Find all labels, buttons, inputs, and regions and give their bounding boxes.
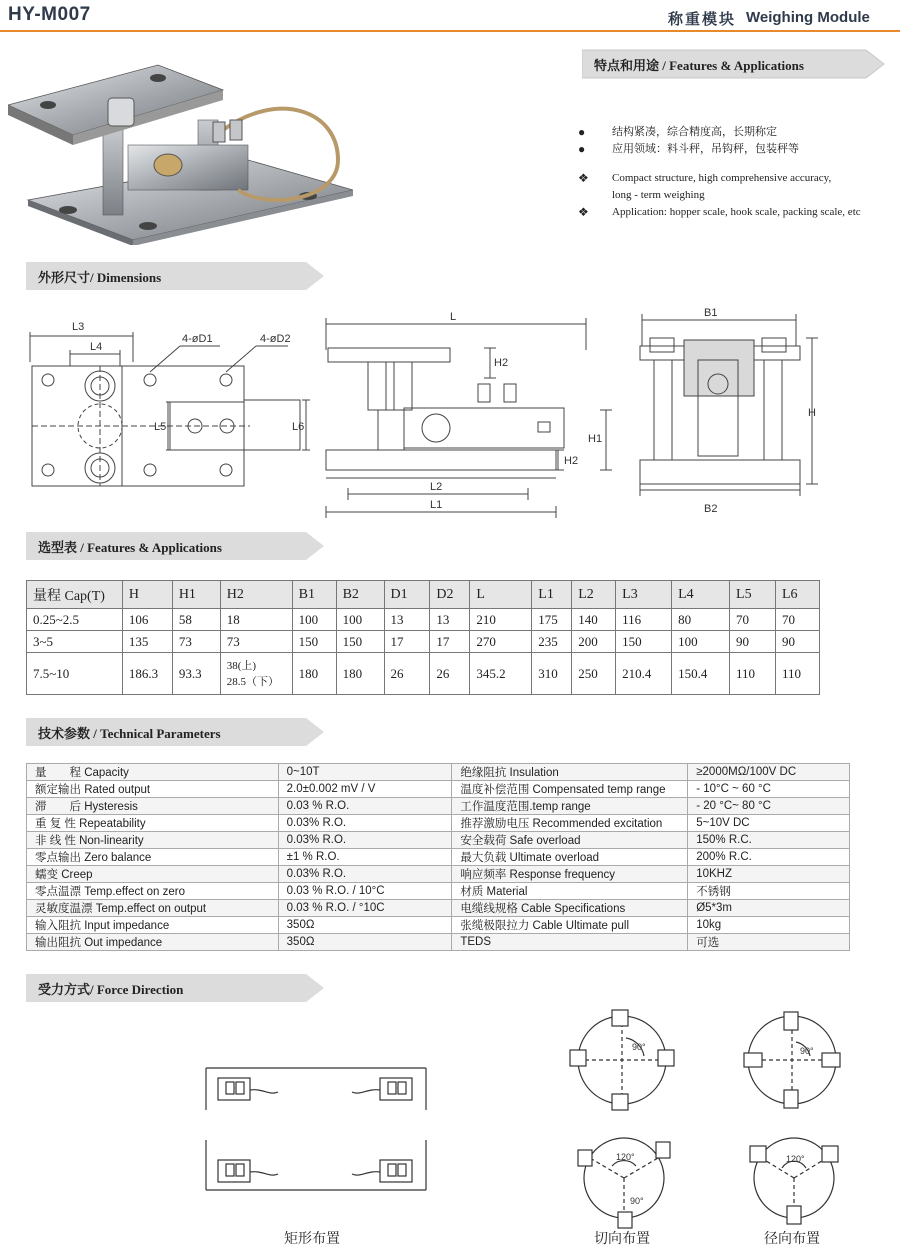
- parameter-value: ≥2000MΩ/100V DC: [688, 764, 850, 781]
- dimension-drawing-top-view: [20, 310, 320, 500]
- parameter-value: 0.03% R.O.: [278, 832, 452, 849]
- angle-label: 90°: [630, 1196, 644, 1206]
- column-header: H2: [220, 581, 292, 609]
- table-row: 0.25~2.5 106 58 18 100 100 13 13 210 175 140 116 80 70 70: [27, 609, 820, 631]
- parameter-name: 电缆线规格 Cable Specifications: [452, 900, 688, 917]
- dim-label-l: L: [450, 311, 457, 323]
- table-row: [27, 883, 850, 900]
- parameter-name: 零点温漂 Temp.effect on zero: [27, 883, 279, 900]
- force-diagram-tangential-three: [566, 1132, 686, 1232]
- parameter-name: 响应频率 Response frequency: [452, 866, 688, 883]
- table-row: [27, 815, 850, 832]
- column-header: L2: [572, 581, 616, 609]
- table-header-row: [27, 581, 820, 609]
- caption-rectangular: 矩形布置: [284, 1231, 340, 1247]
- parameter-name: 推荐激励电压 Recommended excitation: [452, 815, 688, 832]
- section-title-technical: 技术参数 / Technical Parameters: [38, 726, 221, 741]
- parameter-value: 2.0±0.002 mV / V: [278, 781, 452, 798]
- parameter-value: 5~10V DC: [688, 815, 850, 832]
- caption-radial: 径向布置: [764, 1231, 820, 1247]
- parameter-name: 零点输出 Zero balance: [27, 849, 279, 866]
- section-title-dimensions: 外形尺寸/ Dimensions: [38, 270, 162, 285]
- section-title-features: 特点和用途 / Features & Applications: [594, 58, 804, 73]
- parameter-name: 量 程 Capacity: [27, 764, 279, 781]
- force-diagram-rectangular: [200, 1060, 440, 1210]
- table-row: [27, 798, 850, 815]
- table-row: [27, 917, 850, 934]
- parameter-name: 工作温度范围.temp range: [452, 798, 688, 815]
- dim-label-b2: B2: [704, 503, 718, 515]
- angle-label: 120°: [616, 1152, 635, 1162]
- parameter-name: 材质 Material: [452, 883, 688, 900]
- features-list: [576, 124, 896, 221]
- diamond-bullet-icon: ❖: [578, 205, 589, 219]
- column-header: B2: [336, 581, 384, 609]
- dim-label-l2: L2: [430, 481, 443, 493]
- dim-label-h: H: [808, 407, 816, 419]
- parameter-value: - 20 °C~ 80 °C: [688, 798, 850, 815]
- parameter-value: 10KHZ: [688, 866, 850, 883]
- parameter-name: 张缆极限拉力 Cable Ultimate pull: [452, 917, 688, 934]
- section-tab-selection: [26, 530, 326, 562]
- model-number: HY-M007: [8, 4, 91, 25]
- dim-label-l6: L6: [292, 421, 305, 433]
- diamond-bullet-icon: ❖: [578, 171, 589, 185]
- force-diagram-tangential-four: [566, 1008, 686, 1118]
- column-header: L5: [730, 581, 776, 609]
- section-title-force: 受力方式/ Force Direction: [38, 982, 184, 997]
- dim-label-l1: L1: [430, 499, 443, 511]
- dim-label-h2-top: H2: [494, 357, 509, 369]
- parameter-value: 0.03% R.O.: [278, 815, 452, 832]
- parameter-name: TEDS: [452, 934, 688, 951]
- force-diagram-radial-three: [736, 1132, 856, 1232]
- column-header: L6: [775, 581, 819, 609]
- feature-item: ❖ Application: hopper scale, hook scale, packing scale, etc: [578, 205, 861, 219]
- parameter-name: 绝缘阻抗 Insulation: [452, 764, 688, 781]
- bullet-icon: ●: [578, 125, 586, 139]
- parameter-value: 10kg: [688, 917, 850, 934]
- section-tab-dimensions: [26, 260, 326, 292]
- parameter-value: 0~10T: [278, 764, 452, 781]
- parameter-value: - 10°C ~ 60 °C: [688, 781, 850, 798]
- column-header: H1: [172, 581, 220, 609]
- column-header: L4: [672, 581, 730, 609]
- title-english: Weighing Module: [746, 9, 870, 26]
- section-tab-features: [582, 48, 886, 80]
- column-header: L1: [532, 581, 572, 609]
- table-row: 7.5~10 186.3 93.3 38(上) 28.5（下） 180 180 26 26 345.2 310 250 210.4 150.4 110 110: [27, 653, 820, 695]
- parameter-value: 150% R.C.: [688, 832, 850, 849]
- parameter-name: 滞 后 Hysteresis: [27, 798, 279, 815]
- table-row: [27, 866, 850, 883]
- column-header: 量程 Cap(T): [27, 581, 123, 609]
- parameter-name: 蠕变 Creep: [27, 866, 279, 883]
- parameter-name: 灵敏度温漂 Temp.effect on output: [27, 900, 279, 917]
- parameter-value: 350Ω: [278, 934, 452, 951]
- table-row: [27, 781, 850, 798]
- selection-table: [26, 580, 820, 695]
- parameter-value: 0.03 % R.O. / 10°C: [278, 883, 452, 900]
- parameter-value: 350Ω: [278, 917, 452, 934]
- angle-label: 90°: [632, 1042, 646, 1052]
- table-row: [27, 764, 850, 781]
- dim-label-b1: B1: [704, 307, 718, 319]
- table-row: [27, 832, 850, 849]
- dim-label-h1: H1: [588, 433, 603, 445]
- parameter-value: 200% R.C.: [688, 849, 850, 866]
- parameter-name: 重 复 性 Repeatability: [27, 815, 279, 832]
- parameter-value: Ø5*3m: [688, 900, 850, 917]
- feature-item: ● 结构紧凑，综合精度高，长期称定: [578, 125, 777, 139]
- title-chinese: 称重模块: [668, 10, 737, 28]
- parameter-value: ±1 % R.O.: [278, 849, 452, 866]
- feature-item: ● 应用领域：料斗秤，吊钩秤，包装秤等: [578, 142, 799, 156]
- dim-label-l4: L4: [90, 341, 103, 353]
- dim-label-d2: 4-øD2: [260, 333, 291, 345]
- force-diagram-radial-four: [736, 1008, 856, 1118]
- parameter-value: 0.03 % R.O.: [278, 798, 452, 815]
- section-tab-technical: [26, 716, 326, 748]
- caption-tangential: 切向布置: [594, 1231, 650, 1247]
- table-row: 3~5 135 73 73 150 150 17 17 270 235 200 150 100 90 90: [27, 631, 820, 653]
- column-header: L3: [616, 581, 672, 609]
- table-row: [27, 900, 850, 917]
- section-title-selection: 选型表 / Features & Applications: [38, 540, 222, 555]
- dim-label-h2-bottom: H2: [564, 455, 579, 467]
- parameter-name: 最大负载 Ultimate overload: [452, 849, 688, 866]
- parameter-value: 不锈钢: [688, 883, 850, 900]
- dim-label-l5: L5: [154, 421, 167, 433]
- parameter-name: 温度补偿范围 Compensated temp range: [452, 781, 688, 798]
- dim-label-d1: 4-øD1: [182, 333, 213, 345]
- parameter-name: 输出阻抗 Out impedance: [27, 934, 279, 951]
- parameter-value: 0.03 % R.O. / °10C: [278, 900, 452, 917]
- parameter-value: 0.03% R.O.: [278, 866, 452, 883]
- column-header: B1: [292, 581, 336, 609]
- bullet-icon: ●: [578, 142, 586, 156]
- dim-label-l3: L3: [72, 321, 85, 333]
- feature-item: ❖ Compact structure, high comprehensive accuracy,: [578, 171, 832, 185]
- dimension-drawing-side-view: [636, 300, 826, 520]
- angle-label: 120°: [786, 1154, 805, 1164]
- product-photo: [8, 50, 353, 245]
- parameter-name: 输入阻抗 Input impedance: [27, 917, 279, 934]
- parameter-name: 非 线 性 Non-linearity: [27, 832, 279, 849]
- feature-item: long - term weighing: [612, 189, 705, 201]
- parameter-name: 安全载荷 Safe overload: [452, 832, 688, 849]
- parameter-value: 可选: [688, 934, 850, 951]
- column-header: L: [470, 581, 532, 609]
- section-tab-force: [26, 972, 326, 1004]
- header-bar: [0, 0, 900, 32]
- technical-parameters-table: [26, 763, 850, 951]
- column-header: D1: [384, 581, 430, 609]
- table-row: [27, 849, 850, 866]
- table-row: [27, 934, 850, 951]
- parameter-name: 额定输出 Rated output: [27, 781, 279, 798]
- angle-label: 90°: [800, 1046, 814, 1056]
- column-header: D2: [430, 581, 470, 609]
- column-header: H: [122, 581, 172, 609]
- dimension-drawing-front-view: [318, 310, 618, 520]
